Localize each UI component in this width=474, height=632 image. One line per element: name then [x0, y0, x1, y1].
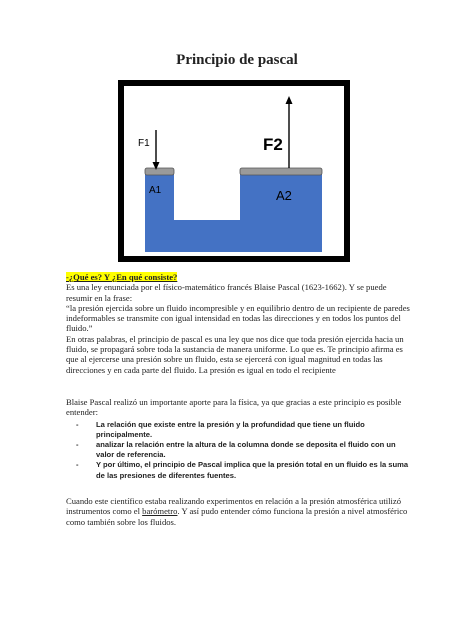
- list-item-text: analizar la relación entre la altura de la columna donde se deposita el fluido con un valor de referencia.: [96, 440, 396, 460]
- barometer-text-before: Cuando este científico estaba realizando experimentos en relación a la presión atmosférica utilizó instrumentos como el: [66, 496, 402, 517]
- quote-paragraph: “la presión ejercida sobre un fluido incompresible y en equilibrio dentro de un recipiente de paredes indeformables se transmite con igual intensidad en todas las direcciones y en todos los puntos del fluido.”: [66, 302, 410, 334]
- intro-paragraph: Es una ley enunciada por el físico-matemático francés Blaise Pascal (1623-1662). Y se puede resumir en la frase:: [66, 282, 387, 303]
- section-contributions: [66, 397, 410, 481]
- list-item: [66, 420, 410, 440]
- label-a2: A2: [276, 188, 292, 203]
- list-item-text: Y por último, el principio de Pascal implica que la presión total en un fluido es la suma de las presiones de diferentes fuentes.: [96, 460, 409, 480]
- list-item: [66, 440, 410, 460]
- label-f2: F2: [263, 135, 283, 154]
- list-item: [66, 460, 410, 480]
- section-barometer: [66, 496, 410, 527]
- explanation-paragraph: En otras palabras, el principio de pascal es una ley que nos dice que toda presión ejercida hacia un fluido, se propagará sobre toda la sustancia de manera uniforme. Lo que es. Te principio afirma es que al ejercerse una presión sobre un fluido, esta se ejercerá con igual magnitud en todas las direcciones y en cada parte del fluido. La presión es igual en todo el recipiente: [66, 333, 404, 375]
- label-f1: F1: [138, 138, 150, 149]
- section-heading: -¿Qué es? Y ¿En qué consiste?: [66, 272, 178, 282]
- piston-a1: [145, 168, 174, 175]
- list-dash: -: [76, 419, 79, 429]
- contributions-list: [66, 420, 410, 481]
- list-dash: -: [76, 460, 79, 470]
- pascal-diagram-svg: [118, 80, 350, 262]
- contributions-intro: Blaise Pascal realizó un importante aporte para la física, ya que gracias a este principio es posible entender:: [66, 397, 402, 418]
- pascal-diagram: [118, 80, 350, 262]
- list-dash: -: [76, 440, 79, 449]
- list-item-text: La relación que existe entre la presión y la profundidad que tiene un fluido principalmente.: [96, 419, 365, 439]
- section-what-is: [66, 272, 410, 375]
- label-a1: A1: [149, 185, 162, 196]
- barometer-paragraph: [66, 496, 410, 527]
- barometer-text-after: . Y así pudo entender cómo funciona la presión a nivel atmosférico como también sobre los fluidos.: [66, 506, 408, 527]
- piston-a2: [240, 168, 322, 175]
- barometer-link[interactable]: barómetro: [142, 506, 178, 517]
- page-title: Principio de pascal: [176, 52, 298, 68]
